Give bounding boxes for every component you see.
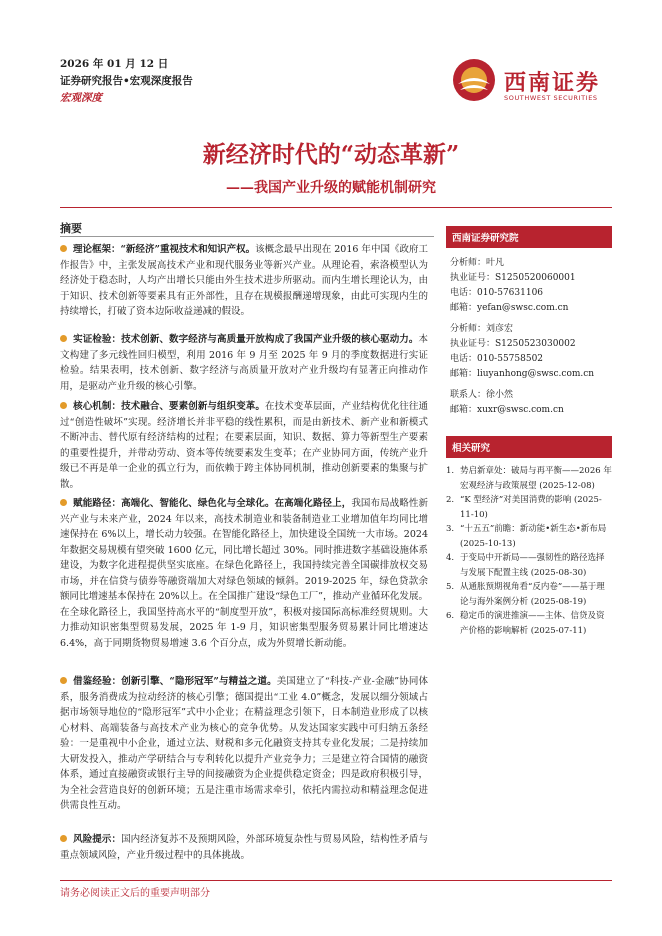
footer-disclaimer: 请务必阅读正文后的重要声明部分 (60, 888, 210, 899)
report-type: 证券研究报告•宏观深度报告 (60, 75, 193, 87)
abstract-paragraph: 核心机制：技术融合、要素创新与组织变革。在技术变革层面，产业结构优化往往通过“创造性破坏”实现。经济增长并非平稳的线性累积，而是由新技术、新产业和新模式不断冲击、替代原有经济结构的过程；在要素层面，知识、数据、算力等新型生产要素的重要性提升，并带动劳动、资本等传统要素发生变革；在产业协同方面，传统产业升级已不再是单一企业的孤立行为，而依赖于跨主体协同机制，推动创新要素的集聚与扩散。 (60, 401, 428, 490)
contact-email[interactable]: 邮箱：xuxr@swsc.com.cn (450, 405, 564, 415)
abstract-paragraph: 理论框架：“新经济”重视技术和知识产权。该概念最早出现在 2016 年中国《政府工作报告》中，主张发展高技术产业和现代服务业等新兴产业。从理论看，索洛模型认为经济处于稳态时，人均产出增长只能由外生技术进步所驱动。而内生增长理论认为，由于知识、技术创新等要素具有正外部性，且存在规模报酬递增现象，由此可实现内生的持续增长，打破了资本边际收益递减的假设。 (60, 244, 428, 317)
abstract-paragraph: 借鉴经验：创新引擎、“隐形冠军”与精益之道。美国建立了“科技-产业-金融”协同体系，服务消费成为拉动经济的核心引擎；德国提出“工业 4.0”概念，发展以细分领域占据市场领导地位的“隐形冠军”式中小企业；在精益理念引领下，日本制造业形成了以核心材料、高端装备与高技术产业为核心的竞争优势。从发达国家实践中可归纳五条经验：一是重视中小企业，通过立法、财税和多元化融资支持其专业化发展；二是持续加大研发投入，推动产学研结合与专利转化以提升产业竞争力；三是建立符合国情的融资体系，通过直接融资或银行主导的间接融资为企业提供稳定资金；四是政府积极引导，为全社会营造良好的创新环境；五是注重市场需求牵引，依托内需拉动和精益理念促进供需良性互动。 (60, 676, 428, 811)
related-research-item[interactable]: 2. “K 型经济”对美国消费的影响 (2025-11-10) (446, 495, 602, 520)
analyst-email[interactable]: 邮箱：yefan@swsc.com.cn (450, 303, 569, 313)
abstract-paragraph: 赋能路径：高端化、智能化、绿色化与全球化。在高端化路径上，我国布局战略性新兴产业与未来产业，2024 年以来，高技术制造业和装备制造业工业增加值年均同比增速保持在 6%以上，增长动力较强。在智能化路径上，加快建设全国统一大市场。2024 年数据交易规模有望突破 1600 亿元，同比增长超过 30%。同时推进数字基础设施体系建设，为数字化进程提供坚实底座。在绿色化路径上，我国持续完善全国碳排放权交易市场，并在信贷与债券等融资端加大对绿色领域的倾斜。2019-2025 年，绿色贷款余额同比增速基本保持在 20%以上。在全国推广建设“绿色工厂”，推动产业循环化发展。在全球化路径上，我国坚持高水平的“制度型开放”，积极对接国际高标准经贸规则。大力推动知识密集型贸易发展，2025 年 1-9 月，知识密集型服务贸易累计同比增速达 6.4%，高于同期货物贸易增速 3.6 个百分点，成为外贸增长新动能。 (60, 498, 428, 649)
company-logo (452, 58, 612, 110)
bullet-icon (60, 245, 67, 252)
related-research-item[interactable]: 3. “十五五”前瞻：新动能•新生态•新布局 (2025-10-13) (446, 524, 607, 549)
bullet-icon (60, 677, 67, 684)
abstract-paragraph: 风险提示：国内经济复苏不及预期风险，外部环境复杂性与贸易风险，结构性矛盾与重点领域风险，产业升级过程中的具体挑战。 (60, 834, 428, 861)
abstract-heading: 摘要 (60, 222, 82, 235)
analyst-panel (446, 226, 612, 418)
related-research-item[interactable]: 4. 于变局中开新局——强韧性的路径选择与发展下配置主线 (2025-08-30) (446, 553, 605, 578)
report-category: 宏观深度 (60, 92, 102, 104)
logo-en: SOUTHWEST SECURITIES (504, 94, 598, 102)
bullet-icon (60, 402, 67, 409)
related-research-panel (446, 436, 612, 638)
report-title: 新经济时代的“动态革新” (202, 141, 460, 168)
footer-divider (60, 880, 612, 881)
bullet-icon (60, 499, 67, 506)
related-research-item[interactable]: 1. 势启新章处：破局与再平衡——2026 年宏观经济与政策展望 (2025-12-08) (446, 466, 612, 491)
bullet-icon (60, 335, 67, 342)
title-divider (60, 207, 612, 208)
analyst-email[interactable]: 邮箱：liuyanhong@swsc.com.cn (450, 369, 595, 379)
logo-cn: 西南证券 (504, 70, 601, 96)
related-research-item[interactable]: 6. 稳定币的演进推演——主体、信贷及资产价格的影响解析 (2025-07-11) (446, 611, 605, 636)
related-research-item[interactable]: 5. 从通胀预期视角看“反内卷”——基于理论与海外案例分析 (2025-08-19) (446, 582, 605, 607)
report-date: 2026 年 01 月 12 日 (60, 58, 169, 70)
abstract-divider (60, 236, 434, 237)
analyst-info: 分析师：叶凡 执业证号：S1250520060001 电话：010-57631106 邮箱：yefan@swsc.com.cn 分析师：刘彦宏 执业证号：S1250523030002 电话：010-55758502 邮箱：liuyanhong@swsc.com.cn 联系人：徐小然 邮箱：xuxr@swsc.com.cn (446, 256, 612, 418)
logo-mark-icon (452, 58, 496, 102)
bullet-icon (60, 835, 67, 842)
abstract-paragraph: 实证检验：技术创新、数字经济与高质量开放构成了我国产业升级的核心驱动力。本文构建了多元线性回归模型，利用 2016 年 9 月至 2025 年 9 月的季度数据进行实证检验。结果表明，技术创新、数字经济与高质量开放对产业升级均有显著正向推动作用，是驱动产业升级的核心引擎。 (60, 334, 428, 392)
related-research-title: 相关研究 (446, 436, 612, 458)
report-subtitle: ——我国产业升级的赋能机制研究 (226, 180, 436, 196)
report-header (60, 56, 193, 107)
institute-title: 西南证券研究院 (446, 226, 612, 248)
